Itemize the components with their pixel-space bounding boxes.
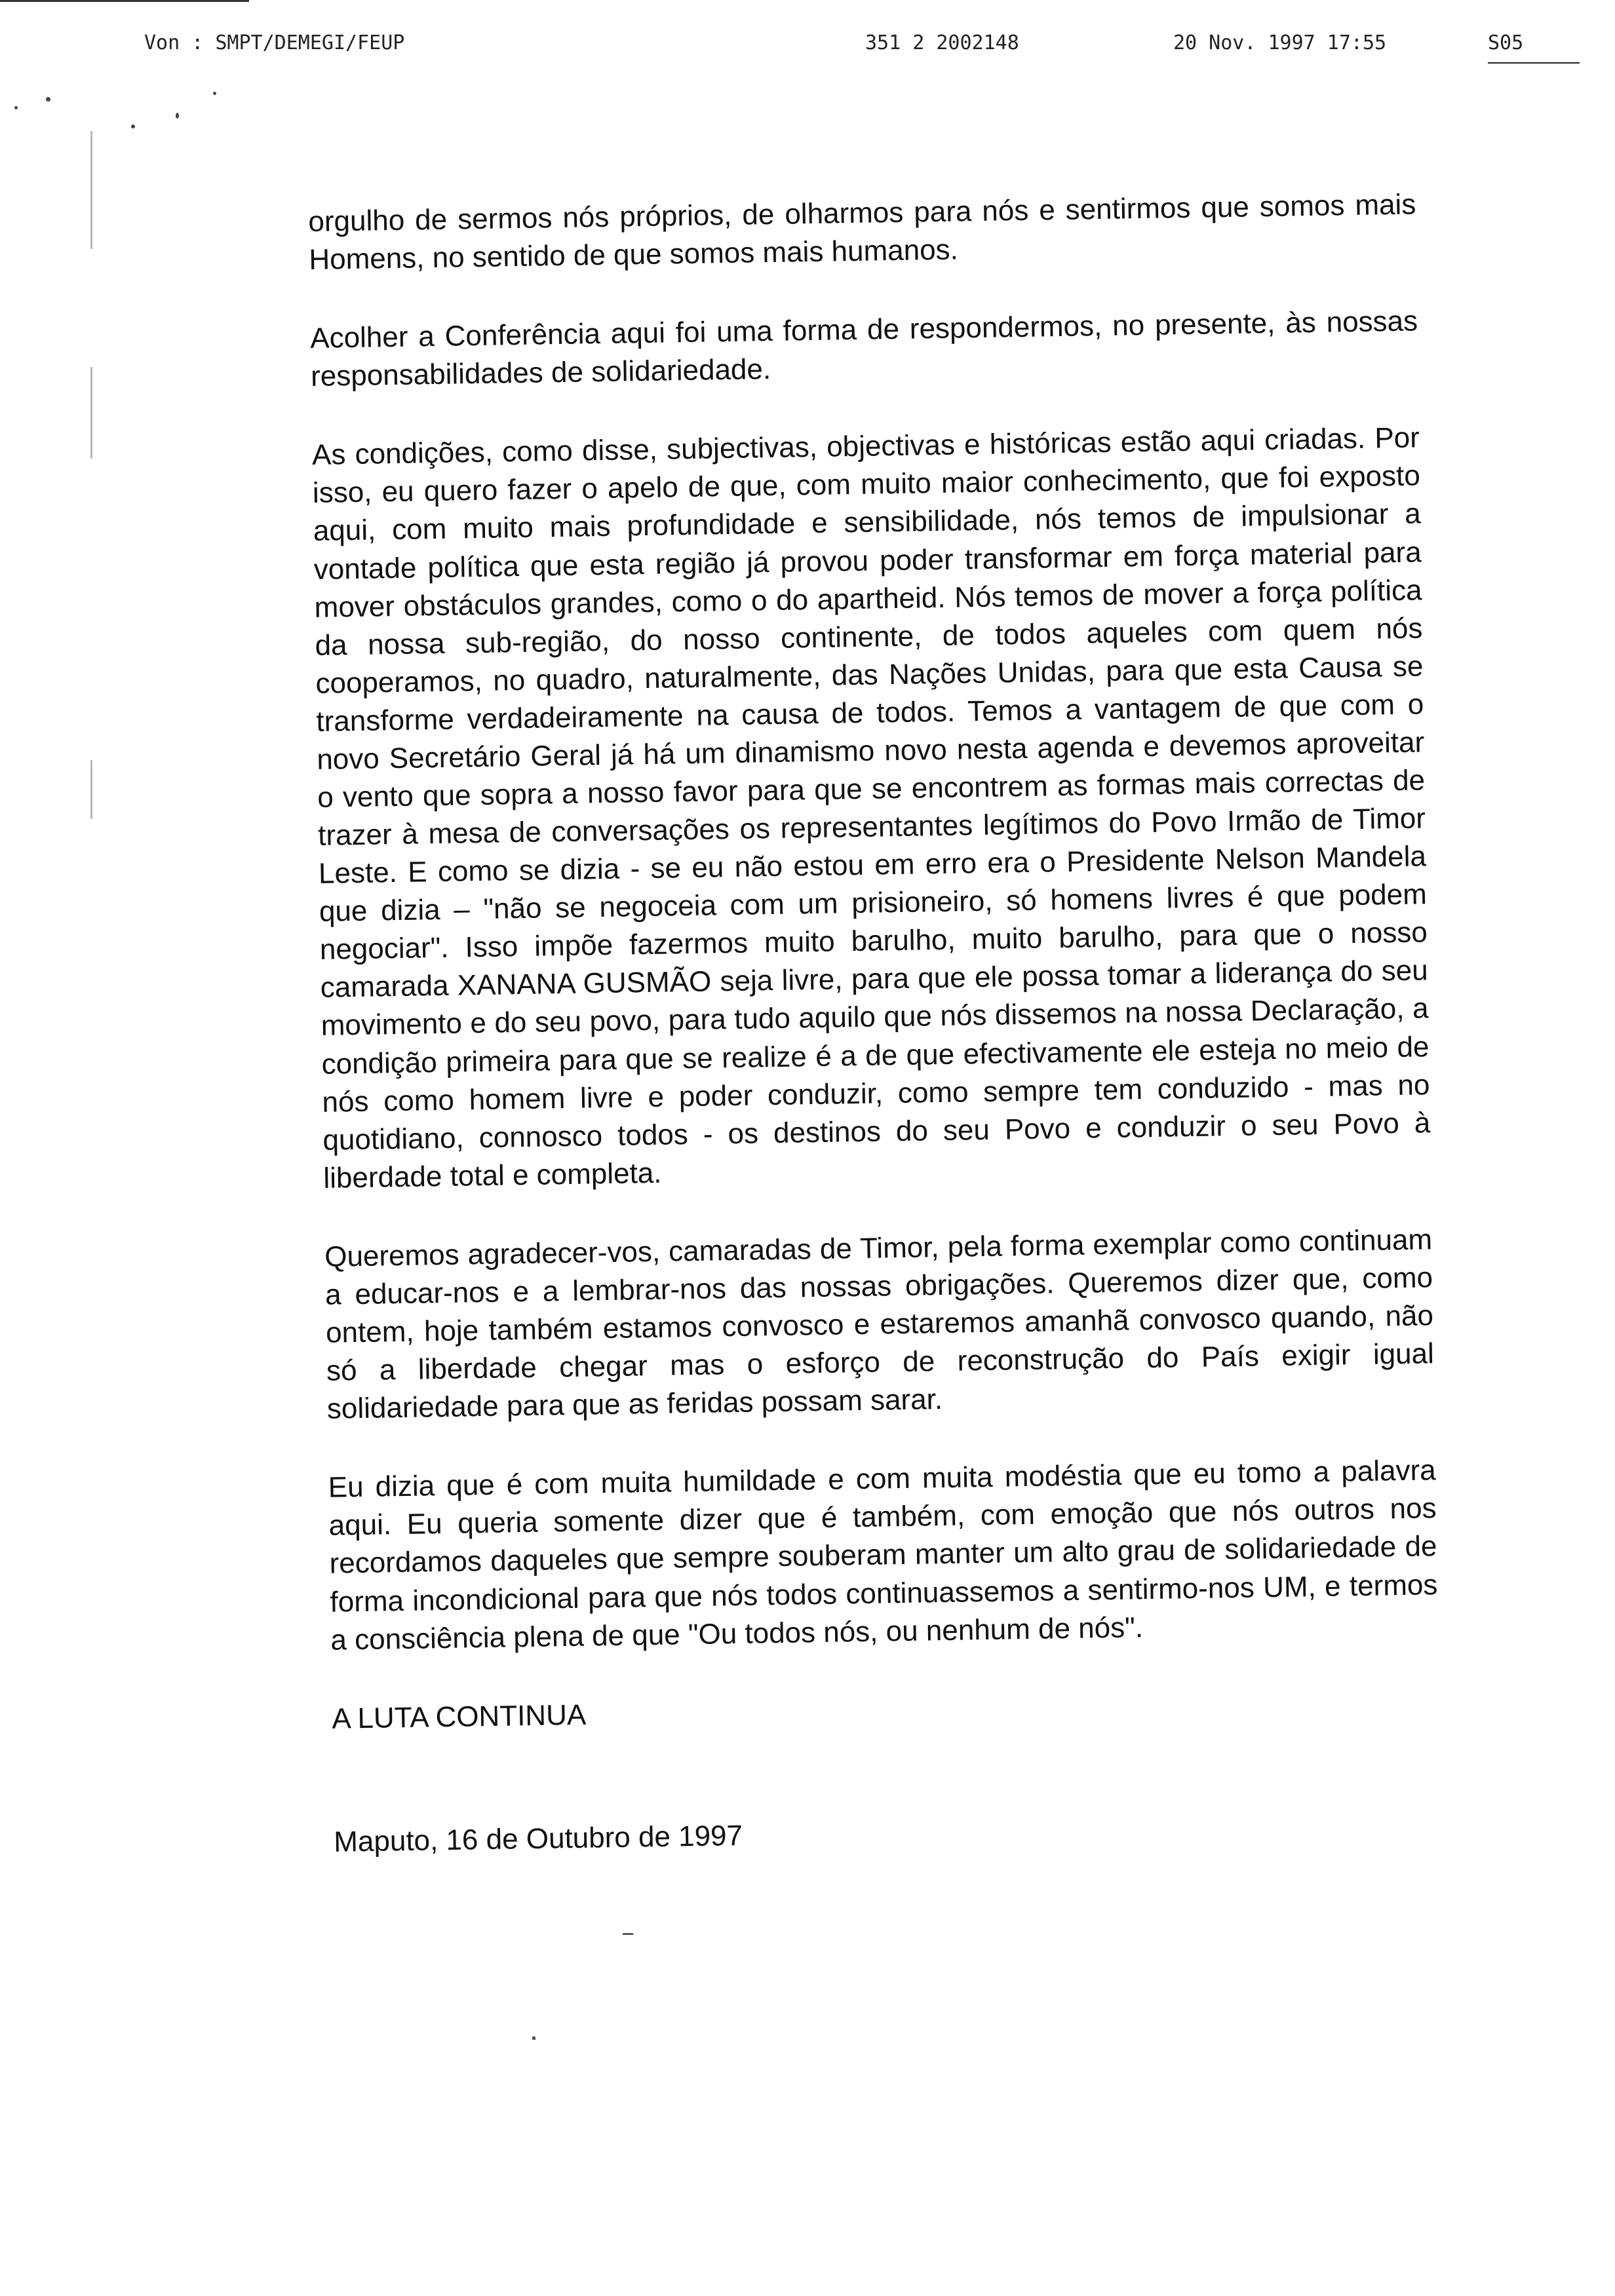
fax-sender: Von : SMPT/DEMEGI/FEUP [144,31,405,54]
scan-streak [90,131,92,249]
scan-speck [213,92,216,95]
fax-header [0,24,1615,76]
scan-speck [14,106,18,109]
body-paragraph: Queremos agradecer-vos, camaradas de Timor, pela forma exemplar como continuam a educar-nos e a lembrar-nos das nossas obrigações. Queremos dizer que, como ontem, hoje também estamos convosco e estaremos amanhã convosco quando, não só a liberdade chegar mas o esforço de reconstrução do País exigir igual solidariedade para que as feridas possam sarar. [324,1223,1435,1425]
scan-streak [90,760,92,819]
scan-speck [532,2037,535,2040]
body-paragraph: orgulho de sermos nós próprios, de olharmos para nós e sentirmos que somos mais Homens, no sentido de que somos mais humanos. [308,188,1416,277]
scan-speck [131,124,135,128]
fax-page-number: S05 [1488,31,1580,64]
scan-speck [176,113,179,119]
body-paragraph: As condições, como disse, subjectivas, objectivas e históricas estão aqui criadas. Por isso, eu quero fazer o apelo de que, com muito maior conhecimento, que foi exposto aqui, com muito mais profundidade e sensibilidade, nós temos de impulsionar a vontade política que esta região já provou poder transformar em força material para mover obstáculos grandes, como o do apartheid. Nós temos de mover a força política da nossa sub-região, do nosso continente, de todos aqueles com quem nós cooperamos, no quadro, naturalmente, das Nações Unidas, para que esta Causa se transforme verdadeiramente na causa de todos. Temos a vantagem de que com o novo Secretário Geral já há um dinamismo novo nesta agenda e devemos aproveitar o vento que sopra a nosso favor para que se encontrem as formas mais correctas de trazer à mesa de conversações os representantes legítimos do Povo Irmão de Timor Leste. E como se dizia - se eu não estou em erro era o Presidente Nelson Mandela que dizia – "não se negoceia com um prisioneiro, só homens livres é que podem negociar". Isso impõe fazermos muito barulho, muito barulho, para que o nosso camarada XANANA GUSMÃO seja livre, para que ele possa tomar a liderança do seu movimento e do seu povo, para tudo aquilo que nós dissemos na nossa Declaração, a condição primeira para que se realize é a de que efectivamente ele esteja no meio de nós como homem livre e poder conduzir, como sempre tem conduzido - mas no quotidiano, connosco todos - os destinos do seu Povo e conduzir o seu Povo à liberdade total e completa. [311,421,1431,1195]
body-paragraph: Eu dizia que é com muita humildade e com muita modéstia que eu tomo a palavra aqui. Eu queria somente dizer que é também, com emoção que nós outros nos recordamos daqueles que sempre souberam manter um alto grau de solidariedade de forma incondicional para que nós todos continuassemos a sentirmo-nos UM, e termos a consciência plena de que "Ou todos nós, ou nenhum de nós". [328,1454,1438,1656]
fax-phone-number: 351 2 2002148 [865,31,1019,54]
place-and-date: Maputo, 16 de Outubro de 1997 [333,1819,743,1858]
top-rule [0,0,249,2]
scan-streak [90,367,92,459]
letter-body [308,185,1442,1861]
closing-slogan: A LUTA CONTINUA [331,1698,587,1735]
body-paragraph: Acolher a Conferência aqui foi uma forma de respondermos, no presente, às nossas responsabilidades de solidariedade. [309,305,1418,393]
fax-datetime: 20 Nov. 1997 17:55 [1173,31,1387,54]
scan-speck [623,1933,633,1935]
scan-speck [46,97,50,102]
